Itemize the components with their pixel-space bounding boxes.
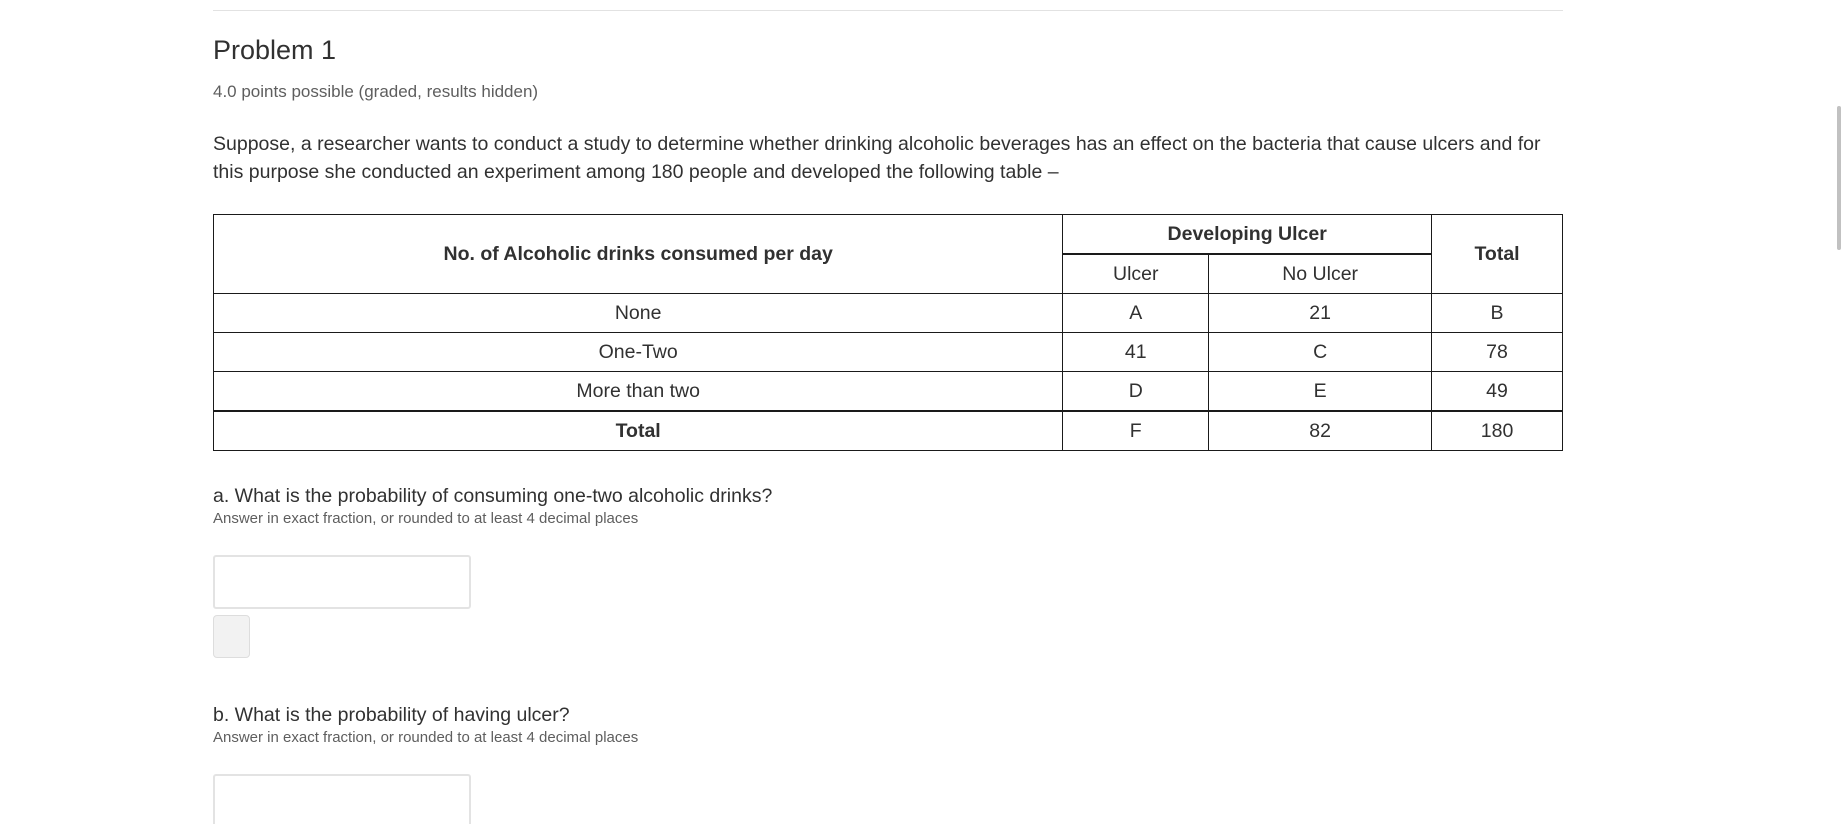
row-label: One-Two <box>214 333 1063 372</box>
question-a <box>213 483 1563 658</box>
table-row <box>214 333 1563 372</box>
total-ulcer: F <box>1063 411 1209 451</box>
top-divider <box>213 10 1563 11</box>
points-info: 4.0 points possible (graded, results hidden) <box>213 82 539 101</box>
cell-no-ulcer: C <box>1209 333 1432 372</box>
answer-a-input[interactable] <box>213 555 471 609</box>
question-a-label: a. What is the probability of consuming one-two alcoholic drinks? <box>213 485 773 507</box>
total-total: 180 <box>1432 411 1563 451</box>
header-drinks: No. of Alcoholic drinks consumed per day <box>214 215 1063 294</box>
row-label: More than two <box>214 372 1063 412</box>
total-label: Total <box>214 411 1063 451</box>
table-row <box>214 372 1563 412</box>
problem-title: Problem 1 <box>213 35 337 65</box>
cell-ulcer: 41 <box>1063 333 1209 372</box>
header-developing-ulcer: Developing Ulcer <box>1063 215 1432 255</box>
row-label: None <box>214 294 1063 333</box>
answer-b-input[interactable] <box>213 774 471 824</box>
table-row <box>214 294 1563 333</box>
cell-no-ulcer: 21 <box>1209 294 1432 333</box>
data-table <box>213 214 1563 451</box>
problem-description: Suppose, a researcher wants to conduct a study to determine whether drinking alcoholic beverages has an effect on the bacteria that cause ulcers and for this purpose she conducted an experiment among 180 people and developed the following table – <box>213 133 1541 183</box>
table-header-row <box>214 215 1563 255</box>
total-no-ulcer: 82 <box>1209 411 1432 451</box>
cell-ulcer: A <box>1063 294 1209 333</box>
problem-content <box>213 30 1563 824</box>
table-total-row <box>214 411 1563 451</box>
cell-ulcer: D <box>1063 372 1209 412</box>
question-b <box>213 702 1563 824</box>
cell-total: B <box>1432 294 1563 333</box>
answer-a-status <box>213 615 250 658</box>
question-b-label: b. What is the probability of having ulcer? <box>213 704 570 726</box>
header-no-ulcer: No Ulcer <box>1209 254 1432 294</box>
cell-total: 49 <box>1432 372 1563 412</box>
question-b-hint: Answer in exact fraction, or rounded to at least 4 decimal places <box>213 729 639 746</box>
cell-total: 78 <box>1432 333 1563 372</box>
header-ulcer: Ulcer <box>1063 254 1209 294</box>
cell-no-ulcer: E <box>1209 372 1432 412</box>
scrollbar[interactable] <box>1832 0 1842 824</box>
question-a-hint: Answer in exact fraction, or rounded to at least 4 decimal places <box>213 510 639 527</box>
header-total: Total <box>1432 215 1563 294</box>
scrollbar-thumb[interactable] <box>1837 106 1841 250</box>
